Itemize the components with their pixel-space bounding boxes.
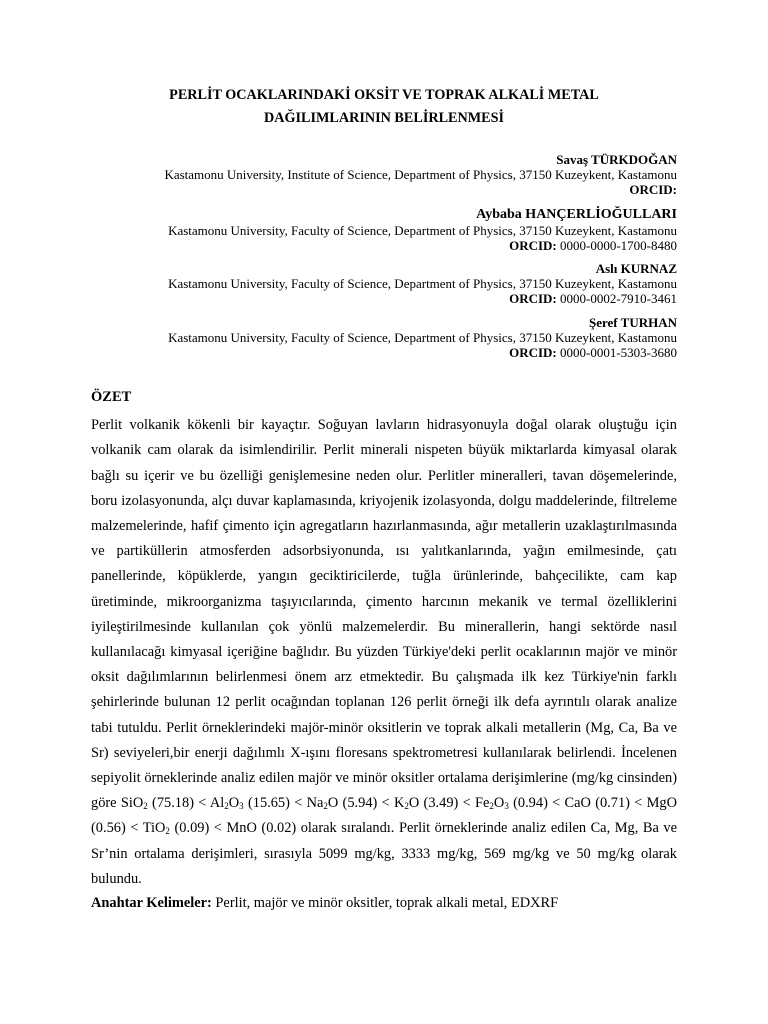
orcid-label: ORCID: [629,182,677,198]
author-name: Aybaba HANÇERLİOĞULLARI [476,206,677,222]
author-block [91,315,677,361]
author-orcid [91,182,677,197]
orcid-label: ORCID: [509,345,557,361]
author-block [91,261,677,307]
author-block [91,152,677,198]
orcid-label: ORCID: [509,237,557,253]
author-name: Savaş TÜRKDOĞAN [556,152,677,167]
orcid-value: 0000-0002-7910-3461 [556,291,677,307]
author-name: Aslı KURNAZ [595,261,677,277]
author-orcid [91,345,677,360]
keywords-list: Perlit, majör ve minör oksitler, toprak alkali metal, EDXRF [211,895,559,912]
orcid-label: ORCID: [509,291,557,307]
keywords-label: Anahtar Kelimeler: [91,895,212,912]
orcid-value: 0000-0001-5303-3680 [556,345,677,361]
abstract-heading: ÖZET [91,389,132,406]
author-list [91,152,677,360]
author-affiliation: Kastamonu University, Faculty of Science, Department of Physics, 37150 Kuzeykent, Kastamonu [168,222,677,238]
paper-title-line-2: DAĞILIMLARININ BELİRLENMESİ [263,110,505,126]
author-orcid [91,291,677,306]
author-affiliation: Kastamonu University, Faculty of Science, Department of Physics, 37150 Kuzeykent, Kastamonu [168,276,677,292]
orcid-value: 0000-0000-1700-8480 [556,237,677,253]
author-name: Şeref TURHAN [589,314,677,330]
author-affiliation: Kastamonu University, Institute of Science, Department of Physics, 37150 Kuzeykent, Kastamonu [164,167,677,183]
keywords-line [91,892,677,914]
paper-title-line-1: PERLİT OCAKLARINDAKİ OKSİT VE TOPRAK ALKALİ METAL [169,87,599,103]
paper-page [91,84,677,914]
author-affiliation: Kastamonu University, Faculty of Science, Department of Physics, 37150 Kuzeykent, Kastamonu [168,329,677,345]
abstract-text: Perlit volkanik kökenli bir kayaçtır. Soğuyan lavların hidrasyonuyla doğal olarak oluştuğu için volkanik cam olarak da isimlendirilir. Perlit minerali nispeten büyük miktarlarda kimyasal olarak bağlı su içerir ve bu özelliği genişlemesine neden olur. Perlitler mineralleri, tavan döşemelerinde, boru izolasyonunda, alçı duvar kaplamasında, kriyojenik izolasyonda, dolgu maddelerinde, filtreleme malzemelerinde, hafif çimento için agregatların hazırlanmasında, ağır metallerin uzaklaştırılmasında ve partiküllerin atmosferden adsorbsiyonunda, ısı yalıtkanlarında, yağın emilmesinde, çatı panellerinde, köpüklerde, yangın geciktiricilerde, tuğla ürünlerinde, bahçecilikte, cam kap üretiminde, mikroorganizma taşıyıcılarında, çimento harcının mekanik ve termal özelliklerini iyileştirilmesinde kullanılan çok yönlü malzemelerdir. Bu minerallerin, hangi sektörde nasıl kullanılacağı kimyasal içeriğine bağlıdır. Bu yüzden Türkiye'deki perlit ocaklarının majör ve minör oksit dağılımlarının belirlenmesi önem arz etmektedir. Bu çalışmada ilk kez Türkiye'nin farklı şehirlerinde bulunan 12 perlit ocağından toplanan 126 perlit örneği ilk defa ayrıntılı olarak analize tabi tutuldu. Perlit örneklerindeki majör-minör oksitlerin ve toprak alkali metallerin (Mg, Ca, Ba ve Sr) seviyeleri,bir enerji dağılımlı X-ışını floresans spektrometresi kullanılarak belirlendi. İncelenen sepiyolit örneklerinde analiz edilen majör ve minör oksitler ortalama derişimlerine (mg/kg cinsinden) göre SiO$_2$ $(75.18) < Al_2O_3$ $(15.65) < Na_2O$ $(5.94) < K_2O$ $(3.49) < Fe_2O_3$ (0.94) < CaO (0.71) < MgO (0.56) < TiO$_2$ (0.09) < MnO (0.02) olarak sıralandı. Perlit örneklerinde analiz edilen Ca, Mg, Ba ve Sr’nin ortalama derişimleri, sırasıyla 5099 mg/kg, 3333 mg/kg, 569 mg/kg ve 50 mg/kg olarak bulundu. [91,417,678,887]
author-block [91,206,677,253]
author-orcid [91,238,677,253]
